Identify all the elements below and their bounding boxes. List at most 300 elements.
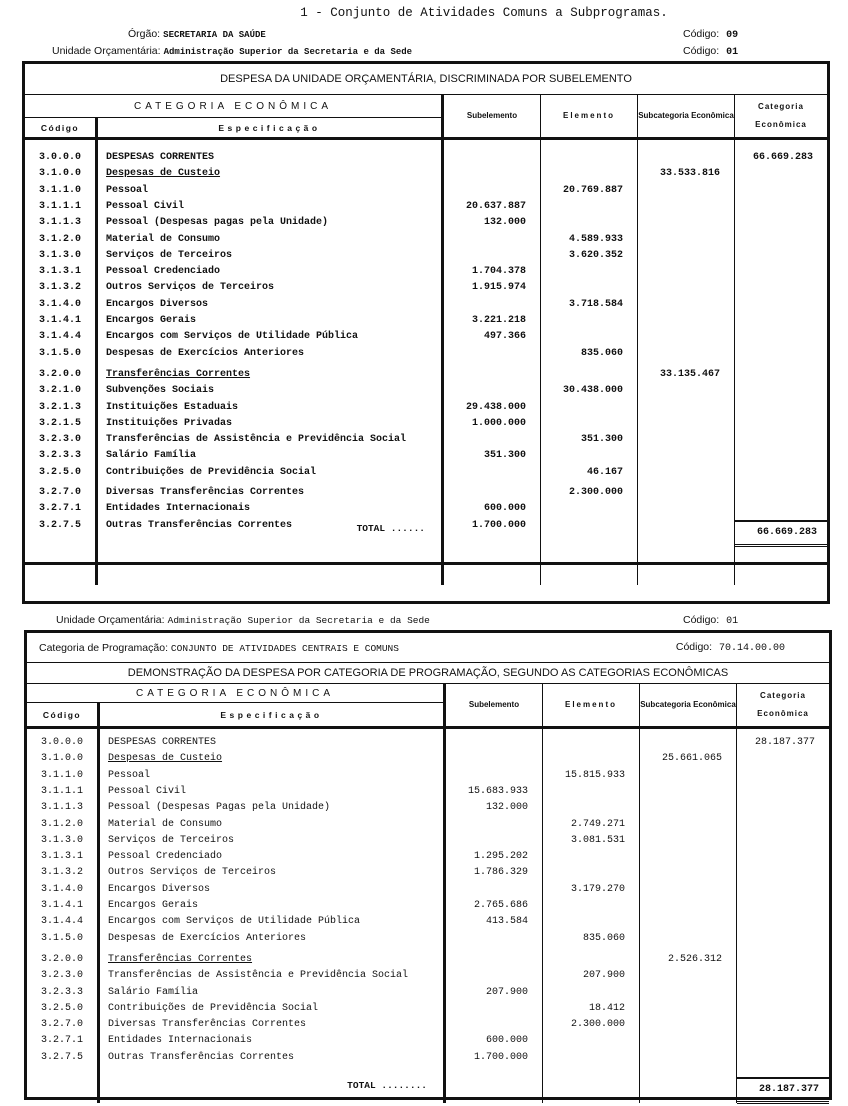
orgao-codigo-value: 09 bbox=[726, 30, 739, 41]
header-codigo: Código bbox=[25, 118, 98, 137]
cell-cat bbox=[735, 280, 827, 296]
cell-subc: 25.661.065 bbox=[661, 753, 722, 765]
cell-codigo: 3.1.4.1 bbox=[40, 900, 83, 911]
cell-cat bbox=[737, 931, 829, 947]
cell-el: 20.769.887 bbox=[562, 184, 623, 196]
cell-el bbox=[541, 215, 637, 231]
cell-spec: Despesas de Custeio bbox=[106, 168, 221, 180]
cell-codigo: 3.2.1.0 bbox=[38, 385, 81, 397]
cell-subc bbox=[640, 833, 736, 849]
header-elemento-2: Elemento bbox=[543, 684, 640, 726]
cell-cat bbox=[735, 329, 827, 345]
cell-sub: 1.915.974 bbox=[471, 282, 526, 294]
cell-cat bbox=[737, 833, 829, 849]
cell-subc bbox=[638, 329, 734, 345]
cell-subc bbox=[640, 968, 736, 984]
cell-cat bbox=[737, 1017, 829, 1033]
cell-el: 835.060 bbox=[582, 932, 625, 944]
cell-subc bbox=[638, 501, 734, 517]
cell-subc bbox=[640, 784, 736, 800]
cell-subc bbox=[638, 485, 734, 501]
cell-spec: Instituições Estaduais bbox=[106, 401, 239, 413]
cell-cat bbox=[737, 817, 829, 833]
cell-el bbox=[541, 416, 637, 432]
cell-subc bbox=[640, 1050, 736, 1066]
orgao-line bbox=[128, 28, 266, 40]
cell-el bbox=[543, 914, 639, 930]
cell-spec: Transferências Correntes bbox=[106, 368, 251, 380]
cell-sub bbox=[446, 735, 542, 751]
table-despesa-subelemento bbox=[22, 61, 830, 604]
cell-cat bbox=[737, 914, 829, 930]
cell-spec: Salário Família bbox=[108, 986, 199, 998]
cell-el bbox=[543, 849, 639, 865]
header-subelemento-2: Subelemento bbox=[446, 684, 543, 726]
cell-sub: 29.438.000 bbox=[465, 401, 526, 413]
cell-sub bbox=[444, 485, 540, 501]
cell-codigo: 3.1.5.0 bbox=[38, 347, 81, 359]
cell-sub bbox=[444, 432, 540, 448]
cell-cat bbox=[735, 400, 827, 416]
cell-el bbox=[543, 985, 639, 1001]
table1-body bbox=[25, 140, 827, 562]
cell-subc bbox=[640, 865, 736, 881]
cell-sub: 207.900 bbox=[485, 986, 528, 998]
cell-el: 2.300.000 bbox=[570, 1019, 625, 1031]
total-value: 66.669.283 bbox=[735, 520, 827, 547]
cell-codigo: 3.1.3.0 bbox=[40, 834, 83, 846]
cell-cat bbox=[737, 882, 829, 898]
cell-cat bbox=[737, 849, 829, 865]
header-categoria-economica: CATEGORIA ECONÔMICA bbox=[25, 95, 441, 118]
cell-subc bbox=[638, 297, 734, 313]
cell-codigo: 3.2.3.3 bbox=[40, 986, 83, 998]
cell-spec: Encargos com Serviços de Utilidade Pública bbox=[106, 331, 359, 343]
cell-codigo: 3.1.3.1 bbox=[38, 266, 81, 278]
cell-sub: 15.683.933 bbox=[467, 785, 528, 797]
section2-unidade-label: Unidade Orçamentária: bbox=[56, 614, 165, 626]
cell-spec: Subvenções Sociais bbox=[106, 385, 215, 397]
cell-cat bbox=[735, 465, 827, 481]
cell-codigo: 3.1.4.4 bbox=[38, 331, 81, 343]
cell-sub bbox=[444, 166, 540, 182]
cell-el bbox=[543, 751, 639, 767]
cell-spec: Pessoal Civil bbox=[106, 200, 185, 212]
cell-sub bbox=[444, 183, 540, 199]
section2-unidade-codigo bbox=[683, 614, 738, 627]
cell-sub: 600.000 bbox=[485, 1035, 528, 1047]
cell-sub: 1.786.329 bbox=[473, 867, 528, 879]
cell-spec: Contribuições de Previdência Social bbox=[108, 1002, 319, 1014]
cell-cat bbox=[735, 248, 827, 264]
cell-subc bbox=[640, 931, 736, 947]
cell-sub bbox=[446, 817, 542, 833]
cell-codigo: 3.1.4.4 bbox=[40, 916, 83, 928]
cell-cat bbox=[735, 448, 827, 464]
cell-cat: 66.669.283 bbox=[752, 152, 813, 163]
cell-sub bbox=[446, 833, 542, 849]
cell-subc bbox=[640, 735, 736, 751]
cell-codigo: 3.2.0.0 bbox=[40, 953, 83, 965]
table2-column-headers bbox=[27, 684, 829, 729]
cell-cat bbox=[735, 264, 827, 280]
table2-title: DEMONSTRAÇÃO DA DESPESA POR CATEGORIA DE PROGRAMAÇÃO, SEGUNDO AS CATEGORIAS ECONÔMICAS bbox=[27, 663, 829, 684]
cell-el: 207.900 bbox=[582, 970, 625, 982]
cell-spec: Contribuições de Previdência Social bbox=[106, 466, 317, 478]
cell-sub: 497.366 bbox=[483, 331, 526, 343]
cell-sub: 132.000 bbox=[483, 217, 526, 229]
total-value: 28.187.377 bbox=[737, 1077, 829, 1104]
cell-el: 4.589.933 bbox=[568, 233, 623, 245]
cell-spec: Salário Família bbox=[106, 450, 197, 462]
cell-sub bbox=[446, 768, 542, 784]
programacao-codigo-value: 70.14.00.00 bbox=[718, 643, 785, 654]
header-categoria-economica-2: CATEGORIA ECONÔMICA bbox=[27, 684, 443, 703]
table1-title: DESPESA DA UNIDADE ORÇAMENTÁRIA, DISCRIMINADA POR SUBELEMENTO bbox=[25, 64, 827, 95]
section2-unidade-value: Administração Superior da Secretaria e da Sede bbox=[167, 615, 430, 626]
cell-codigo: 3.2.7.1 bbox=[40, 1035, 83, 1047]
unidade-codigo-value: 01 bbox=[726, 47, 739, 58]
cell-cat bbox=[737, 898, 829, 914]
cell-cat bbox=[737, 952, 829, 968]
cell-subc: 33.533.816 bbox=[659, 168, 720, 180]
cell-sub: 413.584 bbox=[485, 916, 528, 928]
cell-codigo: 3.1.1.1 bbox=[40, 785, 83, 797]
cell-el bbox=[543, 800, 639, 816]
cell-el: 351.300 bbox=[580, 434, 623, 446]
cell-subc bbox=[638, 313, 734, 329]
cell-codigo: 3.2.3.3 bbox=[38, 450, 81, 462]
cell-subc bbox=[640, 882, 736, 898]
cell-spec: Serviços de Terceiros bbox=[106, 249, 233, 261]
cell-spec: Outras Transferências Correntes bbox=[106, 519, 293, 531]
cell-sub: 1.704.378 bbox=[471, 266, 526, 278]
cell-spec: Transferências de Assistência e Previdência Social bbox=[108, 970, 409, 982]
cell-cat bbox=[735, 313, 827, 329]
cell-codigo: 3.1.3.0 bbox=[38, 249, 81, 261]
cell-codigo: 3.2.5.0 bbox=[40, 1002, 83, 1014]
cell-cat bbox=[735, 232, 827, 248]
cell-el bbox=[541, 367, 637, 383]
cell-el bbox=[541, 280, 637, 296]
cell-el bbox=[541, 166, 637, 182]
cell-spec: Serviços de Terceiros bbox=[108, 834, 235, 846]
cell-el bbox=[543, 952, 639, 968]
cell-spec: Outros Serviços de Terceiros bbox=[106, 282, 275, 294]
cell-cat bbox=[735, 215, 827, 231]
cell-codigo: 3.1.1.3 bbox=[40, 802, 83, 814]
cell-subc bbox=[638, 264, 734, 280]
cell-spec: Pessoal (Despesas Pagas pela Unidade) bbox=[108, 802, 331, 814]
header-categoria-2: Categoria Econômica bbox=[757, 691, 809, 718]
cell-codigo: 3.2.7.5 bbox=[38, 519, 81, 531]
cell-cat bbox=[737, 1001, 829, 1017]
cell-sub bbox=[444, 297, 540, 313]
cell-cat bbox=[735, 367, 827, 383]
cell-subc bbox=[640, 849, 736, 865]
orgao-codigo-label: Código: bbox=[683, 28, 720, 40]
cell-subc bbox=[638, 448, 734, 464]
table1-footer-row bbox=[25, 562, 827, 585]
table1-column-headers bbox=[25, 95, 827, 140]
cell-subc bbox=[638, 248, 734, 264]
cell-codigo: 3.1.2.0 bbox=[38, 233, 81, 245]
cell-codigo: 3.2.7.5 bbox=[40, 1051, 83, 1063]
cell-el: 3.081.531 bbox=[570, 834, 625, 846]
table2-body bbox=[27, 729, 829, 1103]
cell-spec: Diversas Transferências Correntes bbox=[108, 1019, 307, 1031]
cell-spec: DESPESAS CORRENTES bbox=[106, 152, 215, 163]
cell-spec: Despesas de Exercícios Anteriores bbox=[108, 932, 307, 944]
cell-spec: Transferências de Assistência e Previdência Social bbox=[106, 434, 407, 446]
cell-el: 835.060 bbox=[580, 347, 623, 359]
cell-subc: 2.526.312 bbox=[667, 953, 722, 965]
cell-subc bbox=[640, 898, 736, 914]
cell-subc bbox=[640, 1001, 736, 1017]
cell-subc bbox=[638, 215, 734, 231]
cell-codigo: 3.1.0.0 bbox=[38, 168, 81, 180]
cell-subc bbox=[640, 800, 736, 816]
cell-cat bbox=[735, 485, 827, 501]
cell-cat bbox=[737, 865, 829, 881]
cell-el bbox=[543, 1033, 639, 1049]
cell-subc bbox=[638, 232, 734, 248]
cell-sub: 1.295.202 bbox=[473, 851, 528, 863]
cell-sub bbox=[444, 465, 540, 481]
cell-el bbox=[541, 150, 637, 166]
cell-codigo: 3.1.4.0 bbox=[40, 883, 83, 895]
unidade-value: Administração Superior da Secretaria e da Sede bbox=[163, 47, 413, 57]
cell-cat bbox=[737, 1033, 829, 1049]
cell-codigo: 3.2.0.0 bbox=[38, 368, 81, 380]
cell-subc bbox=[638, 432, 734, 448]
cell-codigo: 3.1.4.0 bbox=[38, 298, 81, 310]
unidade-label: Unidade Orçamentária: bbox=[52, 45, 161, 57]
cell-el bbox=[541, 518, 637, 534]
header-especificacao-2: Especificação bbox=[220, 709, 323, 720]
cell-sub: 1.700.000 bbox=[471, 519, 526, 531]
cell-sub: 20.637.887 bbox=[465, 200, 526, 212]
cell-spec: Transferências Correntes bbox=[108, 953, 253, 965]
cell-sub bbox=[446, 751, 542, 767]
cell-cat bbox=[735, 501, 827, 517]
total-label: TOTAL ........ bbox=[347, 1080, 427, 1091]
cell-sub bbox=[444, 232, 540, 248]
cell-codigo: 3.2.3.0 bbox=[38, 434, 81, 446]
cell-codigo: 3.1.0.0 bbox=[40, 753, 83, 765]
header-subcategoria: Subcategoria Econômica bbox=[638, 95, 735, 137]
cell-el: 3.620.352 bbox=[568, 249, 623, 261]
cell-codigo: 3.1.4.1 bbox=[38, 315, 81, 326]
cell-el bbox=[543, 1050, 639, 1066]
cell-cat bbox=[735, 383, 827, 399]
header-codigo-2: Código bbox=[27, 703, 100, 726]
header-elemento: Elemento bbox=[541, 95, 638, 137]
cell-codigo: 3.1.1.0 bbox=[40, 769, 83, 781]
cell-sub: 2.765.686 bbox=[473, 900, 528, 911]
cell-spec: Pessoal bbox=[106, 184, 149, 196]
orgao-label: Órgão: bbox=[128, 28, 161, 40]
cell-spec: DESPESAS CORRENTES bbox=[108, 737, 217, 748]
cell-codigo: 3.2.5.0 bbox=[38, 466, 81, 478]
cell-subc bbox=[640, 1033, 736, 1049]
cell-sub: 132.000 bbox=[485, 802, 528, 814]
cell-cat bbox=[737, 968, 829, 984]
cell-sub bbox=[444, 383, 540, 399]
cell-sub bbox=[446, 968, 542, 984]
cell-codigo: 3.2.7.0 bbox=[40, 1019, 83, 1031]
cell-sub bbox=[446, 1001, 542, 1017]
cell-codigo: 3.1.3.2 bbox=[40, 867, 83, 879]
table-demonstracao-programacao bbox=[24, 630, 832, 1100]
cell-spec: Despesas de Exercícios Anteriores bbox=[106, 347, 305, 359]
cell-codigo: 3.1.2.0 bbox=[40, 818, 83, 830]
cell-subc bbox=[638, 150, 734, 166]
cell-el bbox=[541, 264, 637, 280]
cell-el bbox=[543, 784, 639, 800]
cell-sub bbox=[444, 346, 540, 362]
cell-codigo: 3.1.1.3 bbox=[38, 217, 81, 229]
cell-el bbox=[543, 865, 639, 881]
unidade-codigo-label: Código: bbox=[683, 45, 720, 57]
cell-codigo: 3.1.1.0 bbox=[38, 184, 81, 196]
cell-el bbox=[541, 501, 637, 517]
cell-spec: Diversas Transferências Correntes bbox=[106, 487, 305, 498]
cell-sub bbox=[446, 931, 542, 947]
cell-cat bbox=[735, 346, 827, 362]
cell-cat bbox=[735, 297, 827, 313]
cell-subc: 33.135.467 bbox=[659, 368, 720, 380]
cell-subc bbox=[638, 346, 734, 362]
cell-spec: Encargos Diversos bbox=[106, 298, 209, 310]
cell-sub bbox=[444, 367, 540, 383]
cell-sub bbox=[446, 1017, 542, 1033]
cell-subc bbox=[638, 400, 734, 416]
cell-cat bbox=[735, 183, 827, 199]
cell-spec: Outros Serviços de Terceiros bbox=[108, 867, 277, 879]
cell-subc bbox=[640, 817, 736, 833]
programacao-label: Categoria de Programação: bbox=[39, 641, 168, 654]
cell-cat bbox=[737, 768, 829, 784]
header-subcategoria-2: Subcategoria Econômica bbox=[640, 684, 737, 726]
cell-spec: Material de Consumo bbox=[106, 233, 221, 245]
cell-sub bbox=[446, 882, 542, 898]
cell-el bbox=[543, 898, 639, 914]
page-title: 1 - Conjunto de Atividades Comuns a Subprogramas. bbox=[300, 6, 668, 20]
section2-unidade-codigo-label: Código: bbox=[683, 614, 720, 626]
cell-sub: 600.000 bbox=[483, 503, 526, 515]
cell-sub: 3.221.218 bbox=[471, 315, 526, 326]
cell-el: 46.167 bbox=[586, 466, 623, 478]
cell-cat bbox=[735, 432, 827, 448]
cell-subc bbox=[638, 199, 734, 215]
programacao-codigo-label: Código: bbox=[675, 641, 713, 653]
cell-spec: Entidades Internacionais bbox=[108, 1035, 253, 1047]
cell-spec: Encargos Gerais bbox=[108, 900, 199, 911]
cell-cat bbox=[737, 784, 829, 800]
cell-spec: Encargos com Serviços de Utilidade Pública bbox=[108, 916, 361, 928]
cell-spec: Outras Transferências Correntes bbox=[108, 1051, 295, 1063]
cell-spec: Pessoal Credenciado bbox=[106, 266, 221, 278]
cell-sub: 351.300 bbox=[483, 450, 526, 462]
orgao-value: SECRETARIA DA SAÚDE bbox=[163, 30, 266, 40]
programacao-row bbox=[27, 633, 829, 663]
cell-codigo: 3.0.0.0 bbox=[40, 737, 83, 748]
cell-spec: Despesas de Custeio bbox=[108, 753, 223, 765]
cell-subc bbox=[638, 465, 734, 481]
cell-el: 3.179.270 bbox=[570, 883, 625, 895]
cell-codigo: 3.2.3.0 bbox=[40, 970, 83, 982]
cell-el bbox=[541, 199, 637, 215]
cell-sub bbox=[446, 952, 542, 968]
cell-subc bbox=[638, 518, 734, 534]
unidade-codigo bbox=[683, 45, 738, 58]
cell-codigo: 3.2.1.5 bbox=[38, 417, 81, 429]
cell-spec: Pessoal (Despesas pagas pela Unidade) bbox=[106, 217, 329, 229]
unidade-line bbox=[52, 45, 412, 57]
cell-cat bbox=[735, 166, 827, 182]
cell-el: 2.300.000 bbox=[568, 487, 623, 498]
cell-spec: Pessoal Credenciado bbox=[108, 851, 223, 863]
cell-el: 15.815.933 bbox=[564, 769, 625, 781]
cell-sub bbox=[444, 248, 540, 264]
cell-cat: 28.187.377 bbox=[754, 737, 815, 748]
cell-spec: Pessoal Civil bbox=[108, 785, 187, 797]
cell-cat bbox=[737, 1050, 829, 1066]
cell-codigo: 3.2.1.3 bbox=[38, 401, 81, 413]
cell-codigo: 3.0.0.0 bbox=[38, 152, 81, 163]
cell-el bbox=[541, 448, 637, 464]
cell-el bbox=[541, 400, 637, 416]
cell-el bbox=[541, 313, 637, 329]
programacao-value: CONJUNTO DE ATIVIDADES CENTRAIS E COMUNS bbox=[170, 642, 399, 654]
section2-unidade-codigo-value: 01 bbox=[726, 616, 739, 627]
cell-cat bbox=[735, 416, 827, 432]
cell-codigo: 3.1.5.0 bbox=[40, 932, 83, 944]
cell-spec: Entidades Internacionais bbox=[106, 503, 251, 515]
cell-subc bbox=[640, 914, 736, 930]
cell-el: 18.412 bbox=[588, 1002, 625, 1014]
cell-el bbox=[543, 735, 639, 751]
cell-sub: 1.700.000 bbox=[473, 1051, 528, 1063]
cell-sub: 1.000.000 bbox=[471, 417, 526, 429]
cell-cat bbox=[735, 199, 827, 215]
cell-el bbox=[541, 329, 637, 345]
cell-spec: Encargos Diversos bbox=[108, 883, 211, 895]
header-subelemento: Subelemento bbox=[444, 95, 541, 137]
section2-unidade-line bbox=[56, 614, 430, 626]
header-especificacao: Especificação bbox=[218, 122, 321, 133]
cell-subc bbox=[640, 985, 736, 1001]
cell-el: 30.438.000 bbox=[562, 385, 623, 397]
cell-subc bbox=[640, 768, 736, 784]
cell-subc bbox=[638, 280, 734, 296]
cell-cat bbox=[737, 751, 829, 767]
cell-subc bbox=[638, 416, 734, 432]
header-categoria: Categoria Econômica bbox=[755, 102, 807, 129]
cell-codigo: 3.2.7.0 bbox=[38, 487, 81, 498]
cell-cat bbox=[737, 985, 829, 1001]
cell-subc bbox=[638, 183, 734, 199]
cell-spec: Instituições Privadas bbox=[106, 417, 233, 429]
total-label: TOTAL ...... bbox=[356, 523, 425, 534]
cell-subc bbox=[638, 383, 734, 399]
orgao-codigo bbox=[683, 28, 738, 41]
cell-codigo: 3.1.1.1 bbox=[38, 200, 81, 212]
cell-subc bbox=[640, 1017, 736, 1033]
cell-spec: Material de Consumo bbox=[108, 818, 223, 830]
cell-sub bbox=[444, 150, 540, 166]
